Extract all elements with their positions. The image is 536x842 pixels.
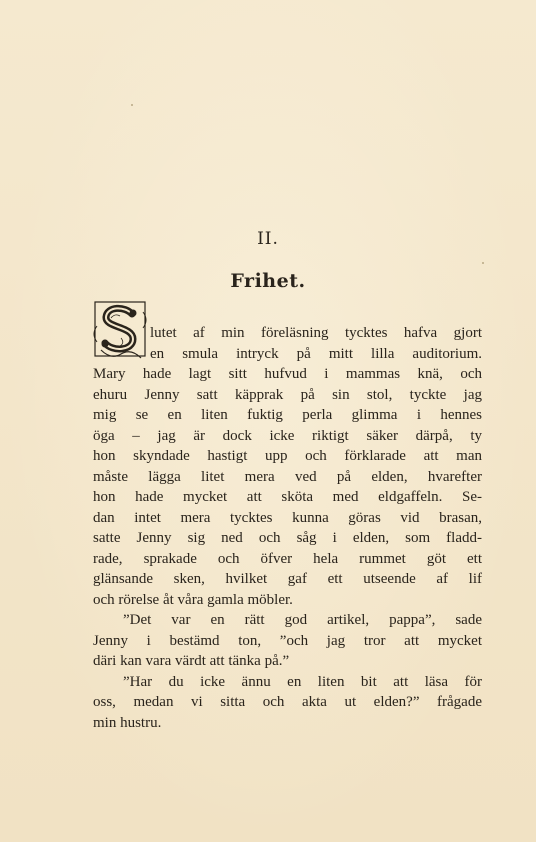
paper-speck — [482, 262, 484, 264]
text-line: lutet af min föreläsning tycktes hafva gjort — [150, 325, 482, 341]
text-line: mig se en liten fuktig perla glimma i hennes — [93, 407, 482, 423]
text-line: ”Har du icke ännu en liten bit att läsa för — [123, 673, 482, 690]
text-line: en smula intryck på mitt lilla auditorium. — [150, 345, 482, 362]
text-line: oss, medan vi sitta och akta ut elden?” frågade — [93, 694, 482, 710]
text-line: min hustru. — [93, 714, 162, 731]
text-line: måste lägga litet mera ved på elden, hvarefter — [93, 468, 482, 485]
text-line: och rörelse åt våra gamla möbler. — [93, 591, 293, 608]
text-line: hon skyndade hastigt upp och förklarade att man — [93, 448, 482, 464]
text-line: Mary hade lagt sitt hufvud i mammas knä, och — [93, 366, 482, 382]
paper-speck — [131, 104, 133, 106]
text-line: glänsande sken, hvilket gaf ett utseende af lif — [93, 571, 482, 587]
ornamental-initial-icon — [91, 298, 149, 364]
text-line: öga – jag är dock icke riktigt säker därpå, ty — [93, 427, 482, 444]
text-line: ehuru Jenny satt käpprak på sin stol, tyckte jag — [93, 386, 482, 403]
text-line: ”Det var en rätt god artikel, pappa”, sade — [123, 612, 482, 628]
chapter-number: II. — [257, 229, 279, 249]
chapter-title: Frihet. — [230, 270, 306, 292]
text-line: Jenny i bestämd ton, ”och jag tror att mycket — [93, 632, 482, 649]
body-text — [93, 323, 482, 733]
text-line: hon hade mycket att sköta med eldgaffeln. Se- — [93, 489, 482, 505]
text-line: satte Jenny sig ned och såg i elden, som fladd- — [93, 530, 482, 546]
text-line: dan intet mera tycktes kunna göras vid brasan, — [93, 509, 482, 526]
text-line: rade, sprakade och öfver hela rummet göt ett — [93, 550, 482, 567]
text-line: däri kan vara värdt att tänka på.” — [93, 653, 290, 669]
